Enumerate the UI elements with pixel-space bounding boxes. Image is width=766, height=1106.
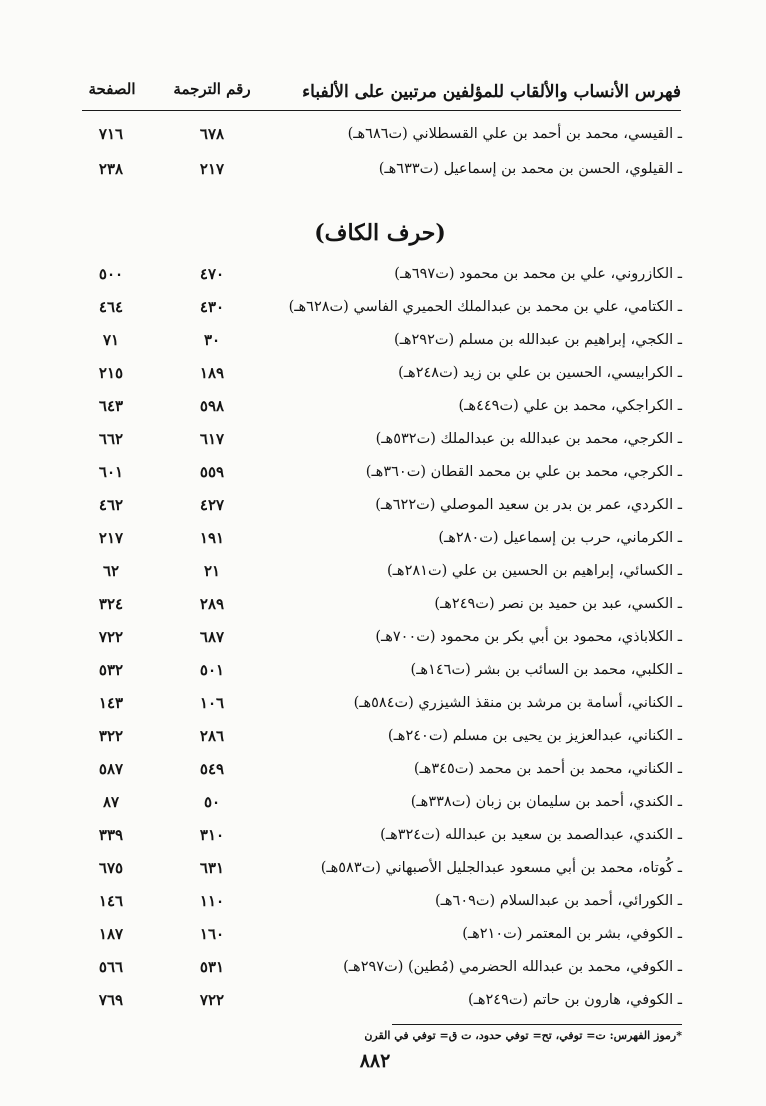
- tarjama-number: ٢٨٩: [199, 595, 225, 613]
- page-ref: ٧٦٩: [98, 991, 124, 1009]
- page-ref: ٤٦٤: [98, 298, 124, 316]
- index-entry: ـ الكوفي، هارون بن حاتم (ت٢٤٩هـ): [467, 992, 682, 1008]
- index-entry: ـ الكردي، عمر بن بدر بن سعيد الموصلي (ت٦٢٢هـ): [375, 497, 682, 513]
- index-entry: ـ الكرابيسي، الحسين بن علي بن زيد (ت٢٤٨هـ): [398, 365, 682, 381]
- page-ref: ٣٢٢: [98, 727, 124, 745]
- index-row: [82, 923, 682, 951]
- index-row: [82, 296, 682, 324]
- tarjama-number: ٣٠: [203, 331, 221, 349]
- page-ref: ٥٨٧: [98, 760, 124, 778]
- page-ref: ٣٣٩: [98, 826, 124, 844]
- page-ref: ١٤٣: [98, 694, 124, 712]
- page-ref: ٧٢٢: [98, 628, 124, 646]
- page-ref: ٧١: [102, 331, 120, 349]
- index-entry: ـ الكسي، عبد بن حميد بن نصر (ت٢٤٩هـ): [434, 596, 682, 612]
- tarjama-number: ١٨٩: [199, 364, 225, 382]
- page-ref: ١٨٧: [98, 925, 124, 943]
- tarjama-number: ٢١: [203, 562, 221, 580]
- page-ref: ٥٠٠: [98, 265, 124, 283]
- index-entry: ـ الكندي، عبدالصمد بن سعيد بن عبدالله (ت٣٢٤هـ): [380, 827, 682, 843]
- page-number: ٨٨٢: [359, 1050, 391, 1072]
- index-entry: ـ الكوفي، محمد بن عبدالله الحضرمي (مُطين) (ت٢٩٧هـ): [343, 959, 682, 975]
- index-row: [82, 989, 682, 1017]
- tarjama-number: ٥٠: [203, 793, 221, 811]
- tarjama-number: ٧٢٢: [199, 991, 225, 1009]
- page-ref: ٤٦٢: [98, 496, 124, 514]
- index-entry: ـ الكرجي، محمد بن عبدالله بن عبدالملك (ت٥٣٢هـ): [375, 431, 682, 447]
- tarjama-number: ٦٣١: [199, 859, 225, 877]
- tarjama-number: ١١٠: [199, 892, 225, 910]
- page-ref: ٧١٦: [98, 125, 124, 143]
- index-entry: ـ الكسائي، إبراهيم بن الحسين بن علي (ت٢٨١هـ): [387, 563, 682, 579]
- index-row: [82, 791, 682, 819]
- tarjama-number: ١٠٦: [199, 694, 225, 712]
- index-entry: ـ الكوفي، بشر بن المعتمر (ت٢١٠هـ): [462, 926, 682, 942]
- index-entry: ـ القيلوي، الحسن بن محمد بن إسماعيل (ت٦٣٣هـ): [378, 161, 682, 177]
- index-row: [82, 659, 682, 687]
- index-entry: ـ الكورائي، أحمد بن عبدالسلام (ت٦٠٩هـ): [434, 893, 682, 909]
- tarjama-number: ٥٩٨: [199, 397, 225, 415]
- tarjama-number: ٥٤٩: [199, 760, 225, 778]
- index-row: [82, 824, 682, 852]
- footnote: *رموز الفهرس: ت= توفي، تح= توفي حدود، ت ق= توفي في القرن: [392, 1024, 682, 1053]
- tarjama-number: ٥٠١: [199, 661, 225, 679]
- tarjama-number: ٢١٧: [199, 160, 225, 178]
- index-row: [82, 692, 682, 720]
- index-entry: ـ الكناني، عبدالعزيز بن يحيى بن مسلم (ت٢٤٠هـ): [387, 728, 682, 744]
- header-divider: [82, 110, 681, 111]
- index-row: [82, 890, 682, 918]
- index-entry: ـ الكندي، أحمد بن سليمان بن زبان (ت٣٣٨هـ): [410, 794, 682, 810]
- index-entry: ـ الكرجي، محمد بن علي بن محمد القطان (ت٣٦٠هـ): [365, 464, 682, 480]
- tarjama-number: ٦٨٧: [199, 628, 225, 646]
- page-header: [82, 78, 681, 108]
- index-row: [82, 362, 682, 390]
- tarjama-number: ٤٧٠: [199, 265, 225, 283]
- header-page-label: الصفحة: [88, 80, 136, 98]
- index-row: [82, 956, 682, 984]
- index-row: [82, 593, 682, 621]
- tarjama-number: ١٦٠: [199, 925, 225, 943]
- page-ref: ٦٠١: [98, 463, 124, 481]
- index-row: [82, 461, 682, 489]
- index-row: [82, 725, 682, 753]
- index-entry: ـ القيسي، محمد بن أحمد بن علي القسطلاني (ت٦٨٦هـ): [347, 126, 682, 142]
- page-ref: ٦٢: [102, 562, 120, 580]
- index-row: [82, 428, 682, 456]
- tarjama-number: ٥٣١: [199, 958, 225, 976]
- index-entry: ـ الكرماني، حرب بن إسماعيل (ت٢٨٠هـ): [438, 530, 682, 546]
- page-ref: ٥٦٦: [98, 958, 124, 976]
- page-ref: ٢١٧: [98, 529, 124, 547]
- tarjama-number: ٦٧٨: [199, 125, 225, 143]
- section-heading: (حرف الكاف): [314, 220, 446, 246]
- index-entry: ـ الكلبي، محمد بن السائب بن بشر (ت١٤٦هـ): [410, 662, 682, 678]
- page-ref: ٦٤٣: [98, 397, 124, 415]
- index-row: [82, 263, 682, 291]
- header-title: فهرس الأنساب والألقاب للمؤلفين مرتبين على الألفباء: [302, 82, 681, 102]
- index-entry: ـ الكراجكي، محمد بن علي (ت٤٤٩هـ): [458, 398, 682, 414]
- header-tarjama-number-label: رقم الترجمة: [173, 80, 251, 98]
- index-row: [82, 560, 682, 588]
- tarjama-number: ٢٨٦: [199, 727, 225, 745]
- index-row: [82, 857, 682, 885]
- index-entry: ـ الكازروني، علي بن محمد بن محمود (ت٦٩٧هـ): [394, 266, 682, 282]
- tarjama-number: ٣١٠: [199, 826, 225, 844]
- tarjama-number: ٥٥٩: [199, 463, 225, 481]
- index-row: [82, 395, 682, 423]
- page-ref: ١٤٦: [98, 892, 124, 910]
- index-entry: ـ الكلاباذي، محمود بن أبي بكر بن محمود (ت٧٠٠هـ): [375, 629, 682, 645]
- tarjama-number: ٦١٧: [199, 430, 225, 448]
- index-entry: ـ الكناني، محمد بن أحمد بن محمد (ت٣٤٥هـ): [413, 761, 682, 777]
- page-ref: ٦٦٢: [98, 430, 124, 448]
- index-row: [82, 626, 682, 654]
- page-ref: ٣٢٤: [98, 595, 124, 613]
- index-row: [82, 123, 682, 151]
- page-ref: ٢٣٨: [98, 160, 124, 178]
- tarjama-number: ٤٢٧: [199, 496, 225, 514]
- page-ref: ٨٧: [102, 793, 120, 811]
- index-row: [82, 527, 682, 555]
- page-ref: ٢١٥: [98, 364, 124, 382]
- index-entry: ـ كُوتاه، محمد بن أبي مسعود عبدالجليل الأصبهاني (ت٥٨٣هـ): [320, 860, 682, 876]
- index-row: [82, 158, 682, 186]
- index-entry: ـ الكناني، أسامة بن مرشد بن منقذ الشيزري (ت٥٨٤هـ): [353, 695, 682, 711]
- index-entry: ـ الكتامي، علي بن محمد بن عبدالملك الحميري الفاسي (ت٦٢٨هـ): [288, 299, 682, 315]
- page-ref: ٦٧٥: [98, 859, 124, 877]
- index-row: [82, 494, 682, 522]
- tarjama-number: ٤٣٠: [199, 298, 225, 316]
- tarjama-number: ١٩١: [199, 529, 225, 547]
- index-row: [82, 329, 682, 357]
- page-ref: ٥٣٢: [98, 661, 124, 679]
- index-row: [82, 758, 682, 786]
- index-entry: ـ الكجي، إبراهيم بن عبدالله بن مسلم (ت٢٩٢هـ): [393, 332, 682, 348]
